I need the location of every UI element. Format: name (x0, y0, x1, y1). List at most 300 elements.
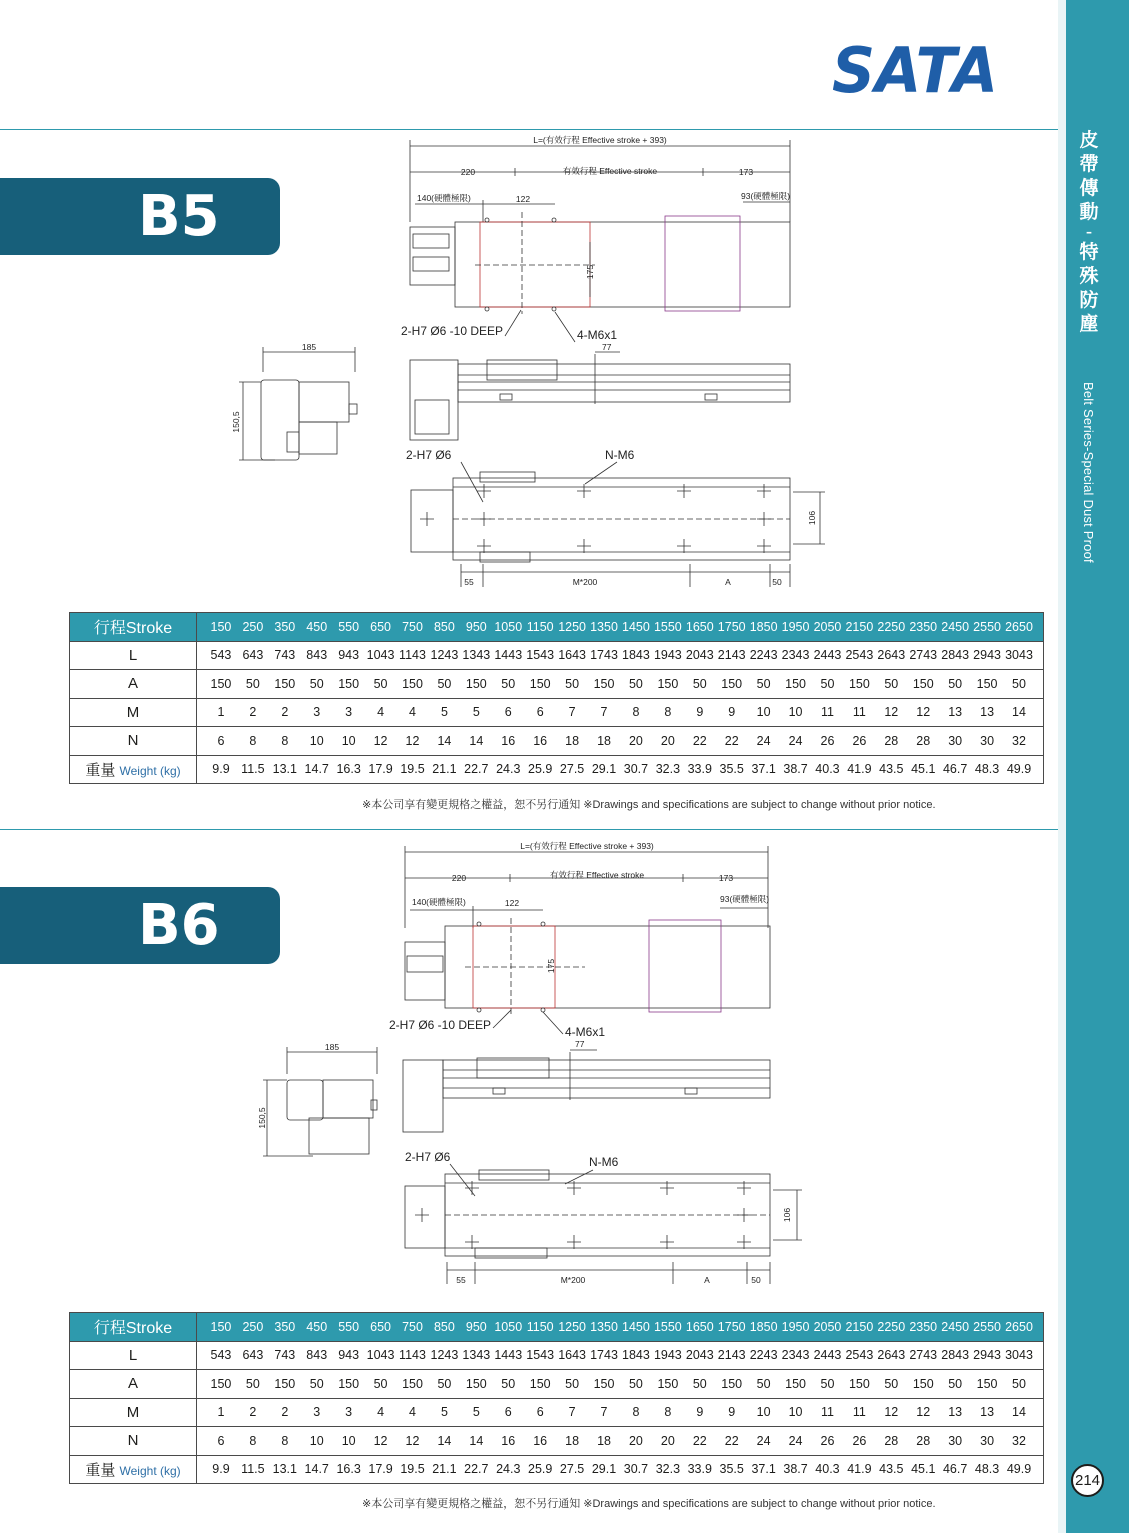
table-cell: 50 (756, 1376, 771, 1391)
table-cell: 1750 (717, 1319, 746, 1334)
table-cell: 150 (721, 1376, 743, 1391)
table-cell: 20 (660, 1433, 675, 1448)
table-cell: 28 (884, 733, 899, 748)
table-cell: 2 (281, 705, 289, 720)
table-cell: 1843 (622, 1348, 650, 1363)
table-cell: 49.9 (1006, 762, 1032, 777)
model-tab-b6: B6 (0, 887, 280, 964)
table-cell: 6 (217, 733, 225, 748)
table-cell: 643 (242, 648, 264, 663)
table-cell: 1943 (653, 1348, 682, 1363)
dim-height: 175 (585, 264, 595, 280)
m-values (197, 698, 1044, 727)
table-cell: 37.1 (751, 762, 776, 777)
table-cell: 1150 (526, 1319, 554, 1334)
table-cell: 41.9 (847, 1462, 872, 1477)
table-cell: 1650 (685, 1319, 714, 1334)
dim-offset-77: 77 (575, 1039, 585, 1049)
table-cell: 27.5 (559, 762, 585, 777)
table-cell: 16 (533, 733, 548, 748)
table-cell: 19.5 (400, 762, 425, 777)
n-values (197, 1427, 1044, 1456)
table-cell: 150 (402, 1376, 423, 1391)
table-cell: 22 (692, 1433, 707, 1448)
row-label-m: M (70, 1398, 197, 1427)
label-n-holes: N-M6 (605, 448, 635, 462)
table-cell: 1543 (526, 1348, 555, 1363)
weight-values (197, 755, 1044, 784)
table-cell: 2143 (717, 1348, 746, 1363)
table-cell: 2150 (845, 619, 874, 634)
table-cell: 32 (1012, 733, 1026, 748)
row-label-n: N (70, 1427, 197, 1456)
table-cell: 8 (281, 1433, 289, 1448)
table-cell: 24 (756, 1433, 771, 1448)
table-cell: 13 (948, 1405, 963, 1420)
table-cell: 843 (306, 648, 328, 663)
table-cell: 20 (660, 733, 675, 748)
stroke-header: 行程Stroke (70, 1313, 197, 1342)
table-cell: 12 (373, 733, 388, 748)
table-cell: 14 (1012, 1405, 1026, 1420)
table-cell: 2143 (717, 648, 746, 663)
table-cell: 1450 (622, 1319, 650, 1334)
table-cell: 1243 (430, 1348, 459, 1363)
table-cell: 46.7 (942, 1462, 968, 1477)
table-cell: 2150 (845, 1319, 874, 1334)
table-cell: 50 (373, 676, 388, 691)
table-cell: 2943 (973, 1348, 1001, 1363)
table-cell: 13 (980, 705, 995, 720)
table-cell: 11.5 (241, 1462, 265, 1477)
table-cell: 37.1 (751, 1462, 776, 1477)
table-cell: 26 (852, 733, 867, 748)
table-cell: 1343 (462, 648, 491, 663)
table-cell: 14 (437, 733, 452, 748)
table-cell: 28 (884, 1433, 899, 1448)
table-cell: 9 (696, 1405, 704, 1420)
table-cell: 1743 (590, 648, 618, 663)
table-cell: 7 (600, 705, 608, 720)
table-cell: 50 (565, 676, 580, 691)
dim-bottom-a: A (725, 577, 731, 587)
table-cell: 3 (313, 705, 321, 720)
table-cell: 2050 (813, 619, 842, 634)
table-cell: 2843 (941, 648, 970, 663)
table-cell: 27.5 (559, 1462, 585, 1477)
table-cell: 1050 (494, 1319, 523, 1334)
table-cell: 29.1 (591, 762, 617, 777)
table-cell: 50 (245, 676, 260, 691)
table-cell: 11 (852, 1405, 866, 1420)
table-cell: 30 (980, 733, 995, 748)
table-cell: 1 (217, 705, 225, 720)
table-cell: 48.3 (974, 762, 1000, 777)
table-cell: 50 (948, 676, 963, 691)
table-cell: 150 (210, 619, 232, 634)
table-cell: 2 (249, 705, 257, 720)
row-label-a: A (70, 1370, 197, 1399)
table-cell: 2443 (813, 1348, 842, 1363)
table-cell: 1443 (494, 1348, 523, 1363)
table-cell: 7 (568, 1405, 576, 1420)
table-cell: 46.7 (942, 762, 968, 777)
table-cell: 543 (210, 1348, 232, 1363)
section-divider (0, 829, 1058, 830)
table-cell: 12 (916, 705, 931, 720)
table-cell: 24.3 (496, 1462, 521, 1477)
table-cell: 3043 (1005, 648, 1033, 663)
table-cell: 14 (469, 1433, 484, 1448)
table-cell: 750 (402, 619, 423, 634)
table-cell: 250 (242, 1319, 264, 1334)
notice-text-b6: ※本公司享有變更規格之權益，恕不另行通知 ※Drawings and specifications are subject to change without prior notice. (362, 1498, 936, 1510)
table-cell: 1343 (462, 1348, 491, 1363)
table-cell: 10 (788, 705, 803, 720)
a-values (197, 1370, 1044, 1399)
table-cell: 3 (345, 1405, 353, 1420)
table-cell: 1643 (558, 1348, 586, 1363)
table-cell: 26 (820, 1433, 835, 1448)
table-cell: 2843 (941, 1348, 970, 1363)
table-cell: 2643 (877, 1348, 906, 1363)
table-cell: 450 (306, 619, 328, 634)
table-cell: 2550 (973, 619, 1001, 634)
table-cell: 150 (593, 1376, 615, 1391)
label-pin-hole-deep: 2-H7 Ø6 -10 DEEP (389, 1018, 492, 1032)
table-cell: 50 (820, 676, 835, 691)
table-cell: 3043 (1005, 1348, 1033, 1363)
sata-logo (832, 38, 1000, 96)
table-cell: 2643 (877, 648, 906, 663)
table-cell: 10 (309, 733, 324, 748)
table-cell: 950 (465, 1319, 487, 1334)
table-cell: 350 (274, 619, 296, 634)
table-cell: 8 (249, 733, 257, 748)
table-cell: 1950 (781, 619, 810, 634)
table-cell: 38.7 (783, 1462, 808, 1477)
label-pin-hole: 2-H7 Ø6 (406, 448, 452, 462)
table-cell: 28 (916, 1433, 931, 1448)
table-cell: 50 (309, 1376, 324, 1391)
table-cell: 50 (309, 676, 324, 691)
row-label-n: N (70, 727, 197, 756)
table-cell: 12 (884, 1405, 899, 1420)
table-cell: 2443 (813, 648, 842, 663)
table-cell: 32 (1012, 1433, 1026, 1448)
table-cell: 21.1 (432, 762, 457, 777)
dim-right: 173 (738, 167, 754, 177)
table-cell: 2350 (909, 619, 938, 634)
table-cell: 150 (465, 1376, 487, 1391)
table-cell: 1843 (622, 648, 650, 663)
table-cell: 13.1 (272, 1462, 297, 1477)
table-cell: 1243 (430, 648, 459, 663)
dim-bottom-50: 50 (772, 577, 782, 587)
table-cell: 12 (373, 1433, 388, 1448)
table-cell: 1143 (399, 648, 426, 663)
l-values (197, 641, 1044, 670)
table-cell: 150 (848, 1376, 870, 1391)
table-cell: 650 (370, 619, 391, 634)
table-cell: 1443 (494, 648, 523, 663)
a-values (197, 670, 1044, 699)
table-cell: 2650 (1005, 1319, 1033, 1334)
table-cell: 50 (437, 1376, 452, 1391)
table-cell: 50 (373, 1376, 388, 1391)
table-cell: 150 (912, 1376, 934, 1391)
table-cell: 24 (788, 733, 803, 748)
row-label-l: L (70, 1341, 197, 1370)
table-cell: 1143 (399, 1348, 426, 1363)
table-cell: 10 (788, 1405, 803, 1420)
label-pin-hole: 2-H7 Ø6 (405, 1150, 451, 1164)
table-cell: 150 (657, 1376, 679, 1391)
stroke-values (197, 613, 1044, 642)
table-cell: 32.3 (655, 762, 681, 777)
table-cell: 150 (402, 676, 423, 691)
table-cell: 4 (377, 705, 385, 720)
table-cell: 11.5 (241, 762, 265, 777)
table-cell: 8 (281, 733, 289, 748)
dim-hard-limit-left: 140(硬體極限) (417, 193, 471, 203)
table-cell: 1450 (622, 619, 650, 634)
table-cell: 8 (249, 1433, 257, 1448)
dim-mount-width: 106 (807, 510, 817, 526)
weight-values (197, 1455, 1044, 1484)
table-cell: 2043 (685, 648, 714, 663)
table-cell: 1150 (526, 619, 554, 634)
table-cell: 16.3 (336, 1462, 361, 1477)
table-cell: 12 (405, 1433, 420, 1448)
table-cell: 30.7 (623, 762, 649, 777)
table-cell: 1743 (590, 1348, 618, 1363)
table-cell: 150 (210, 1376, 232, 1391)
table-cell: 50 (884, 676, 899, 691)
table-cell: 50 (884, 1376, 899, 1391)
table-cell: 150 (529, 676, 551, 691)
row-label-weight: 重量 Weight (kg) (70, 1455, 197, 1484)
dim-end-width: 185 (301, 342, 317, 352)
table-cell: 30.7 (623, 1462, 649, 1477)
stroke-header: 行程Stroke (70, 613, 197, 642)
dim-total-length: L=(有效行程 Effective stroke + 393) (533, 135, 667, 145)
table-cell: 1 (217, 1405, 225, 1420)
dim-carriage: 122 (504, 898, 520, 908)
table-cell: 1350 (590, 1319, 618, 1334)
table-cell: 22.7 (464, 1462, 489, 1477)
table-cell: 1850 (749, 1319, 778, 1334)
table-cell: 750 (402, 1319, 423, 1334)
dim-hard-limit-right: 93(硬體極限) (741, 191, 791, 201)
table-cell: 8 (632, 705, 640, 720)
table-cell: 1250 (558, 619, 586, 634)
table-cell: 5 (472, 1405, 480, 1420)
table-cell: 45.1 (911, 762, 936, 777)
table-cell: 4 (409, 1405, 416, 1420)
row-label-weight: 重量 Weight (kg) (70, 755, 197, 784)
table-cell: 13.1 (272, 762, 297, 777)
table-cell: 11 (820, 705, 834, 720)
table-cell: 50 (692, 676, 707, 691)
dim-total-length: L=(有效行程 Effective stroke + 393) (520, 841, 654, 851)
table-cell: 3 (313, 1405, 321, 1420)
logo-text: SATA (832, 38, 998, 96)
table-cell: 43.5 (879, 1462, 904, 1477)
table-cell: 9 (728, 705, 736, 720)
table-cell: 150 (210, 676, 232, 691)
table-cell: 8 (632, 1405, 640, 1420)
table-cell: 14.7 (304, 1462, 329, 1477)
dim-hard-limit-left: 140(硬體極限) (412, 897, 466, 907)
table-cell: 6 (536, 1405, 544, 1420)
table-cell: 35.5 (719, 762, 744, 777)
table-cell: 13 (980, 1405, 995, 1420)
table-cell: 50 (437, 676, 452, 691)
table-cell: 550 (338, 1319, 360, 1334)
table-cell: 350 (274, 1319, 296, 1334)
table-cell: 2350 (909, 1319, 938, 1334)
dim-effective-stroke: 有效行程 Effective stroke (549, 870, 645, 880)
table-cell: 1850 (749, 619, 778, 634)
table-cell: 14 (469, 733, 484, 748)
table-cell: 150 (593, 676, 615, 691)
table-cell: 30 (980, 1433, 995, 1448)
table-cell: 11 (820, 1405, 834, 1420)
table-cell: 150 (785, 676, 806, 691)
table-cell: 943 (338, 648, 360, 663)
table-cell: 2043 (685, 1348, 714, 1363)
table-cell: 150 (274, 1376, 296, 1391)
table-cell: 4 (409, 705, 416, 720)
table-cell: 50 (245, 1376, 260, 1391)
label-n-holes: N-M6 (589, 1155, 619, 1169)
table-cell: 743 (274, 648, 296, 663)
table-cell: 5 (440, 1405, 448, 1420)
technical-drawing-b5 (225, 132, 835, 594)
table-cell: 250 (242, 619, 264, 634)
table-cell: 150 (785, 1376, 806, 1391)
row-label-m: M (70, 698, 197, 727)
table-cell: 45.1 (911, 1462, 936, 1477)
dim-bottom-50: 50 (751, 1275, 761, 1285)
table-cell: 10 (756, 705, 771, 720)
table-cell: 18 (565, 1433, 580, 1448)
table-cell: 5 (472, 705, 480, 720)
dim-effective-stroke: 有效行程 Effective stroke (562, 166, 658, 176)
table-cell: 24 (756, 733, 771, 748)
section-divider (0, 129, 1058, 130)
table-cell: 33.9 (687, 762, 712, 777)
table-cell: 3 (345, 705, 353, 720)
table-cell: 1043 (366, 648, 395, 663)
table-cell: 12 (916, 1405, 931, 1420)
table-cell: 850 (433, 619, 455, 634)
table-cell: 18 (565, 733, 580, 748)
model-tab-b5: B5 (0, 178, 280, 255)
label-pin-hole-deep: 2-H7 Ø6 -10 DEEP (401, 324, 504, 338)
table-cell: 850 (433, 1319, 455, 1334)
table-cell: 50 (692, 1376, 707, 1391)
table-cell: 14 (1012, 705, 1026, 720)
n-values (197, 727, 1044, 756)
table-cell: 50 (1012, 676, 1026, 691)
table-cell: 14.7 (304, 762, 329, 777)
table-cell: 50 (756, 676, 771, 691)
dim-end-height: 150,5 (231, 411, 241, 433)
table-cell: 2243 (749, 648, 778, 663)
table-cell: 25.9 (528, 762, 553, 777)
dim-bottom-pitch: M*200 (560, 1275, 586, 1285)
table-cell: 2050 (813, 1319, 842, 1334)
table-cell: 2250 (877, 619, 906, 634)
table-cell: 150 (274, 676, 296, 691)
table-cell: 2 (249, 1405, 257, 1420)
table-cell: 5 (440, 705, 448, 720)
table-cell: 22 (724, 1433, 739, 1448)
table-cell: 150 (338, 676, 360, 691)
table-cell: 29.1 (591, 1462, 617, 1477)
table-cell: 26 (852, 1433, 867, 1448)
table-cell: 943 (338, 1348, 360, 1363)
table-cell: 6 (217, 1433, 225, 1448)
table-cell: 18 (597, 733, 611, 748)
table-cell: 26 (820, 733, 835, 748)
table-cell: 10 (341, 1433, 356, 1448)
table-cell: 650 (370, 1319, 391, 1334)
dim-bottom-a: A (704, 1275, 710, 1285)
table-cell: 7 (568, 705, 576, 720)
table-cell: 12 (884, 705, 899, 720)
table-cell: 1943 (653, 648, 682, 663)
dim-carriage: 122 (515, 194, 531, 204)
dim-left: 220 (460, 167, 476, 177)
table-cell: 9.9 (212, 1462, 230, 1477)
table-cell: 10 (341, 733, 356, 748)
table-cell: 1050 (494, 619, 523, 634)
dim-bottom-55: 55 (464, 577, 474, 587)
table-cell: 2943 (973, 648, 1001, 663)
table-cell: 9 (696, 705, 704, 720)
table-cell: 17.9 (368, 762, 393, 777)
table-cell: 11 (852, 705, 866, 720)
table-cell: 7 (600, 1405, 608, 1420)
table-cell: 1750 (717, 619, 746, 634)
table-cell: 19.5 (400, 1462, 425, 1477)
row-label-l: L (70, 641, 197, 670)
table-cell: 2343 (781, 648, 810, 663)
table-cell: 10 (309, 1433, 324, 1448)
table-cell: 22 (724, 733, 739, 748)
table-cell: 21.1 (432, 1462, 457, 1477)
table-cell: 32.3 (655, 1462, 681, 1477)
table-cell: 50 (565, 1376, 580, 1391)
dim-bottom-pitch: M*200 (572, 577, 598, 587)
table-cell: 643 (242, 1348, 264, 1363)
table-cell: 2543 (845, 1348, 874, 1363)
table-cell: 2743 (909, 1348, 938, 1363)
dim-left: 220 (451, 873, 467, 883)
table-cell: 17.9 (368, 1462, 393, 1477)
table-cell: 14 (437, 1433, 452, 1448)
table-cell: 22.7 (464, 762, 489, 777)
table-cell: 743 (274, 1348, 296, 1363)
table-cell: 25.9 (528, 1462, 553, 1477)
table-cell: 6 (504, 1405, 512, 1420)
table-cell: 38.7 (783, 762, 808, 777)
table-cell: 450 (306, 1319, 328, 1334)
stroke-values (197, 1313, 1044, 1342)
